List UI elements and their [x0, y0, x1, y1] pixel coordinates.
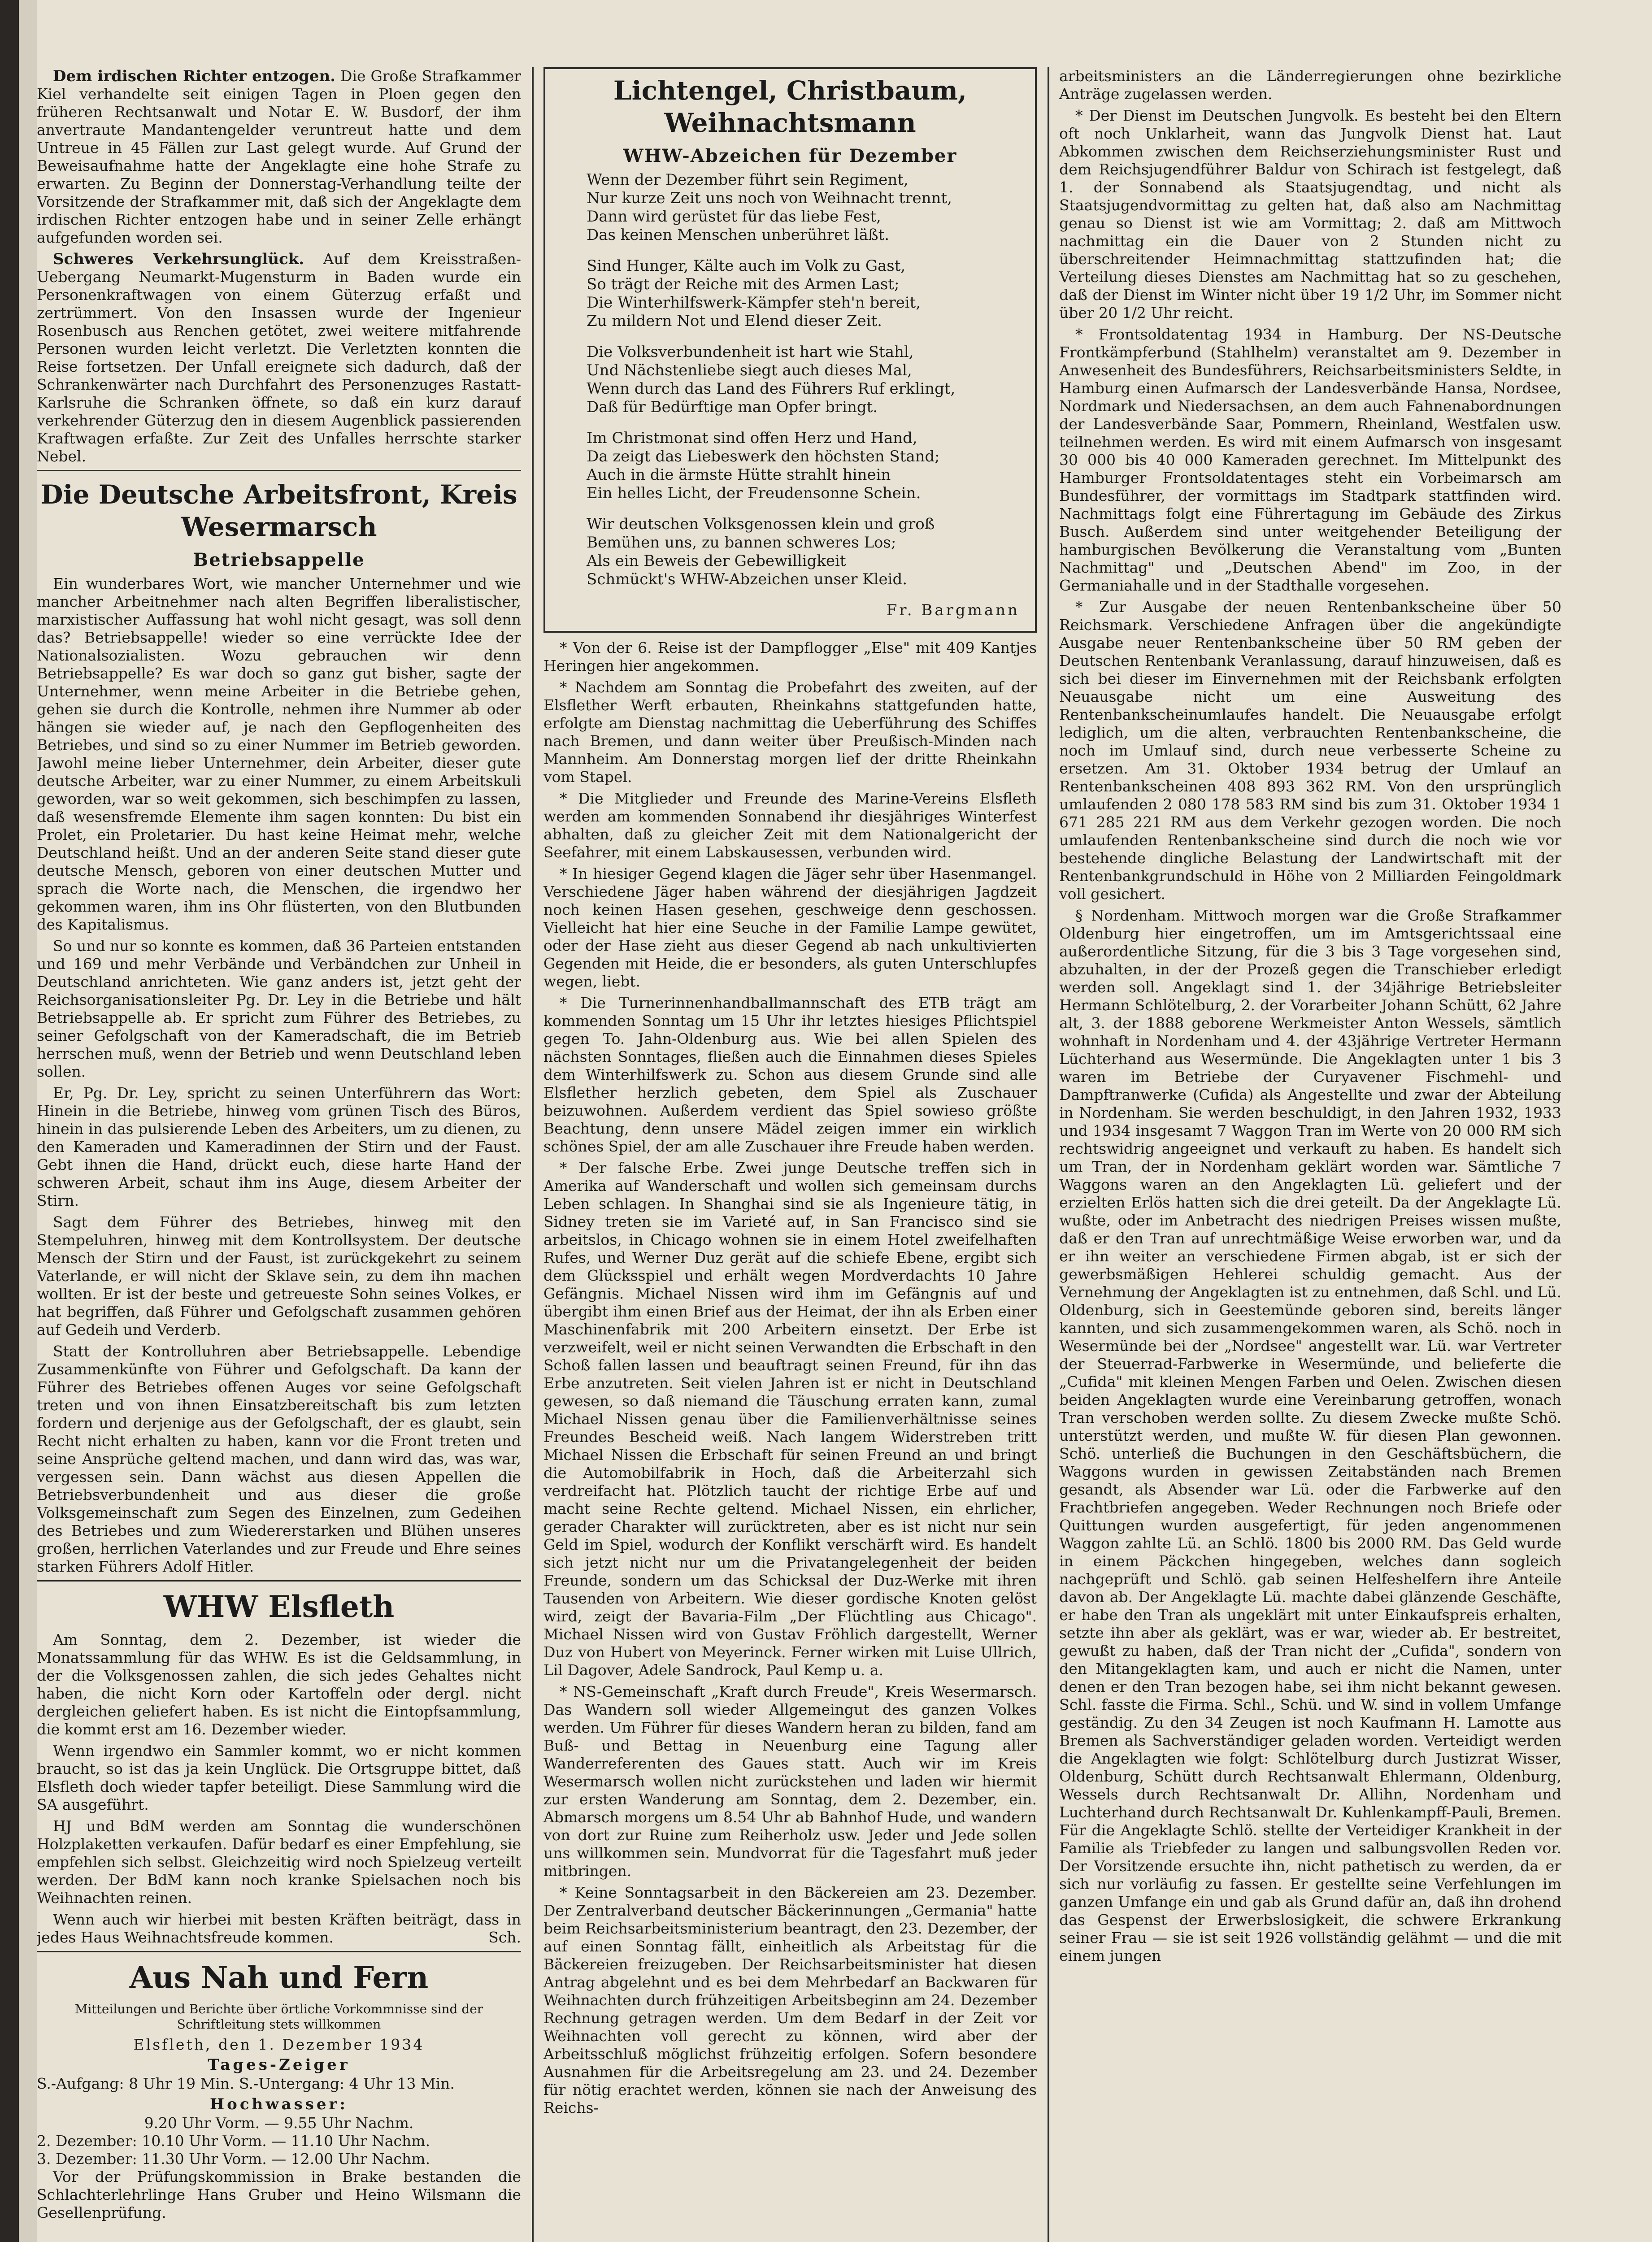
- divider: [37, 1580, 521, 1582]
- poem-line: Wenn der Dezember führt sein Regiment,: [587, 171, 909, 189]
- poem-line: Als ein Beweis der Gebewilligkeit: [587, 552, 846, 570]
- news-item: [37, 67, 521, 247]
- news-item: [37, 250, 521, 465]
- news-item-text: Auf dem Kreisstraßen-Uebergang Neumarkt-Mugensturm in Baden wurde ein Personenkraftwagen von einem Güterzug erfaßt und zertrümmert. Von den Insassen wurde der Ingenieur Rosenbusch aus Renchen getötet, zwei weitere mitfahrende Personen wurden leicht verletzt. Die Verletzten konnten die Reise fortsetzen. Der Unfall ereignete sich dadurch, daß der Schrankenwärter nach Durchfahrt des Personenzuges Rastatt-Karlsruhe die Schranken öffnete, so daß ein kurz darauf verkehrender Güterzug den in diesem Augenblick passierenden Kraftwagen erfaßte. Zur Zeit des Unfalles herrschte starker Nebel.: [37, 250, 521, 465]
- poem-box: [543, 67, 1037, 633]
- news-item: * Zur Ausgabe der neuen Rentenbankscheine über 50 Reichsmark. Verschiedene Anfragen über die angekündigte Ausgabe neuer Rentenbankscheine über 50 RM geben der Deutschen Rentenbank Veranlassung, darauf hinzuweisen, daß es sich bei dieser im Einvernehmen mit der Reichsbank erfolgten Neuausgabe nicht um eine Ausweitung des Rentenbankscheinumlaufes handelt. Die Neuausgabe erfolgt lediglich, um die alten, verbrauchten Rentenbankscheine, die noch im Umlauf sind, durch neue verbesserte Scheine zu ersetzen. Am 31. Oktober 1934 betrug der Umlauf an Rentenbankscheinen 408 893 362 RM. Von den ursprünglich umlaufenden 2 080 178 583 RM sind bis zum 31. Oktober 1934 1 671 285 221 RM aus dem Verkehr gezogen worden. Die noch umlaufenden Rentenbankscheine sind durch die noch wie vor bestehende dingliche Belastung der Landwirtschaft mit der Rentenbankgrundschuld in Höhe von 2 Milliarden Feingoldmark voll gesichert.: [1059, 598, 1561, 903]
- previous-page-edge: [19, 0, 37, 2242]
- news-item: * Keine Sonntagsarbeit in den Bäckereien am 23. Dezember. Der Zentralverband deutscher Bäckerinnungen „Germania" hatte beim Reichsarbeitsministerium beantragt, den 23. Dezember, der auf einen Sonntag fällt, einheitlich als Arbeitstag für die Bäckereien freizugeben. Der Reichsarbeitsminister hat diesen Antrag abgelehnt und es bei dem Mehrbedarf an Backwaren für Weihnachten durch frühzeitigen Arbeitsbeginn am 24. Dezember Rechnung getragen werden. Um dem Bedarf in der Zeit vor Weihnachten voll gerecht zu können, wird aber der Arbeitsschluß möglichst frühzeitig erfolgen. Sofern besondere Ausnahmen für die Arbeitsregelung am 23. und 24. Dezember für nötig erachtet werden, können sie nach der Anweisung des Reichs-: [543, 1884, 1037, 2116]
- whw-signature: Sch.: [488, 1929, 521, 1946]
- poem-line: Auch in die ärmste Hütte strahlt hinein: [587, 466, 891, 484]
- news-item: arbeitsministers an die Länderregierungen ohne bezirkliche Anträge zugelassen werden.: [1059, 67, 1561, 103]
- news-item-text: Die Große Strafkammer Kiel verhandelte seit einigen Tagen in Ploen gegen den früheren Rechtsanwalt und Notar E. W. Busdorf, der ihm anvertraute Mandantengelder veruntreut hatte und dem Untreue in 45 Fällen zur Last gelegt wurde. Auf Grund der Beweisaufnahme hatte der Angeklagte eine hohe Strafe zu erwarten. Zu Beginn der Donnerstag-Verhandlung teilte der Vorsitzende der Strafkammer mit, daß sich der Angeklagte dem irdischen Richter entzogen habe und in seiner Zelle erhängt aufgefunden worden sei.: [37, 67, 521, 246]
- news-item: * Nachdem am Sonntag die Probefahrt des zweiten, auf der Elsflether Werft erbauten, Rheinkahns stattgefunden hatte, erfolgte am Dienstag nachmittag die Ueberführung des Schiffes nach Bremen, und dann weiter über Preußisch-Minden nach Mannheim. Am Donnerstag morgen lief der dritte Rheinkahn vom Stapel.: [543, 678, 1037, 786]
- news-item-head: Dem irdischen Richter entzogen.: [53, 67, 336, 85]
- news-item: * Von der 6. Reise ist der Dampflogger „Else" mit 409 Kantjes Heringen hier angekommen.: [543, 639, 1037, 674]
- poem-line: Wir deutschen Volksgenossen klein und groß: [587, 515, 935, 533]
- poem-line: Und Nächstenliebe siegt auch dieses Mal,: [587, 361, 912, 379]
- poem-line: Das keinen Menschen unberühret läßt.: [587, 226, 890, 244]
- poem-title: Lichtengel, Christbaum, Weihnachtsmann: [613, 75, 967, 138]
- daf-paragraph: Ein wunderbares Wort, wie mancher Unternehmer und wie mancher Arbeitnehmer nach alten Begriffen liberalistischer, marxistischer Auffassung hat wohl nicht gesagt, was soll denn das? Betriebsappelle! wieder so eine verrückte Idee der Nationalsozialisten. Wozu gebrauchen wir denn Betriebsappelle? Es war doch so ganz gut bisher, sagte der Unternehmer, wenn meine Arbeiter in die Betriebe gehen, gehen sie durch die Kontrolle, nehmen ihre Nummer ab oder hängen sie wieder auf, je nach den Gepflogenheiten des Betriebes, und sind so zu einer Nummer im Betrieb geworden. Jawohl meine lieber Unternehmer, dein Arbeiter, dieser gute deutsche Arbeiter, war zu einer Nummer, zu einem Arbeitskuli geworden, war so weit gekommen, sich beschimpfen zu lassen, daß wesensfremde Elemente ihm sagen konnten: Du bist ein Prolet, ein Proletarier. Du hast keine Heimat mehr, welche Deutschland heißt. Und an der anderen Seite stand dieser gute deutsche Mensch, geboren von einer deutschen Mutter und sprach die Worte nach, die Menschen, die irgendwo her gekommen waren, ihm ins Ohr flüsterten, von den Blutbunden des Kapitalismus.: [37, 575, 521, 933]
- news-item: * Die Turnerinnenhandballmannschaft des ETB trägt am kommenden Sonntag um 15 Uhr ihr letztes hiesiges Pflichtspiel gegen To. Jahn-Oldenburg aus. Wie bei allen Spielen des nächsten Sonntages, fließen auch die Einnahmen dieses Spieles dem Winterhilfswerk zu. Schon aus diesem Grunde sind alle Elsflether herzlich gebeten, dem Spiel als Zuschauer beizuwohnen. Außerdem verdient das Spiel sowieso größte Beachtung, denn unsere Mädel zeigen immer ein wirklich schönes Spiel, der am alle Zuschauer ihre Freude haben werden.: [543, 994, 1037, 1155]
- poem-line: Daß für Bedürftige man Opfer bringt.: [587, 398, 878, 416]
- tageszeiger-title: Tages-Zeiger: [208, 2056, 350, 2074]
- hochwasser-title: Hochwasser:: [210, 2095, 348, 2113]
- poem-line: Bemühen uns, zu bannen schweres Los;: [587, 534, 896, 552]
- daf-paragraph: Er, Pg. Dr. Ley, spricht zu seinen Unterführern das Wort: Hinein in die Betriebe, hinweg vom grünen Tisch des Büros, hinein in das pulsierende Leben des Arbeiters, um zu dienen, zu den Kameraden und Kameradinnen der Stirn und der Faust. Gebt ihnen die Hand, drückt euch, diese harte Hand der schweren Arbeit, schaut ihm ins Auge, diesem Arbeiter der Stirn.: [37, 1084, 521, 1209]
- poem-line: Wenn durch das Land des Führers Ruf erklingt,: [587, 380, 956, 398]
- poem-line: Im Christmonat sind offen Herz und Hand,: [587, 429, 917, 447]
- dateline: Elsfleth, den 1. Dezember 1934: [133, 2036, 425, 2053]
- nah-fern-note: Mitteilungen und Berichte über örtliche Vorkommnisse sind der Schriftleitung stets willkommen: [74, 2002, 483, 2032]
- daf-paragraph: Sagt dem Führer des Betriebes, hinweg mit den Stempeluhren, hinweg mit dem Kontrollsystem. Der deutsche Mensch der Stirn und der Faust, ist zurückgekehrt zu seinem Vaterlande, er will nicht der Sklave sein, zu dem ihn machen wollten. Er ist der beste und getreueste Sohn seines Volkes, er hat begriffen, daß Führer und Gefolgschaft zusammen gehören auf Gedeih und Verderb.: [37, 1213, 521, 1338]
- poem-stanza: [587, 429, 1021, 503]
- news-item: * Der falsche Erbe. Zwei junge Deutsche treffen sich in Amerika auf Wanderschaft und wollen sich gemeinsam durchs Leben schlagen. In Shanghai sind sie als Ingenieure tätig, in Sidney treten sie im Varieté auf, in San Francisco sind sie arbeitslos, in Chicago wohnen sie in einem Hotel zweifelhaften Rufes, und Werner Duz gerät auf die schiefe Ebene, ergibt sich dem Glücksspiel und erhält wegen Mordverdachts 10 Jahre Gefängnis. Michael Nissen wird ihm im Gefängnis auf und übergibt ihm einen Brief aus der Heimat, der ihn als Erben einer Maschinenfabrik mit 200 Arbeitern einsetzt. Der Erbe ist verzweifelt, weil er nicht seinen Verwandten die Erbschaft in den Schoß fallen lassen und beauftragt seinen Freund, für ihn das Erbe anzutreten. Seit vielen Jahren ist er nicht in Deutschland gewesen, so daß niemand die Täuschung erraten kann, zumal Michael Nissen genau über die Familienverhältnisse seines Freundes Bescheid weiß. Nach langem Widerstreben tritt Michael Nissen die Erbschaft für seinen Freund an und bringt die Automobilfabrik in Hoch, daß die Arbeiterzahl sich verdreifacht hat. Plötzlich taucht der richtige Erbe auf und macht seine Rechte geltend. Michael Nissen, ein ehrlicher, gerader Charakter will zurücktreten, aber es ist nicht nur sein Geld im Spiel, wodurch der Konflikt verschärft wird. Es handelt sich jetzt nicht nur um die Privatangelegenheit der beiden Freunde, sondern um das Schicksal der Duz-Werke mit ihren Tausenden von Arbeitern. Wie dieser gordische Knoten gelöst wird, zeigt der Bavaria-Film „Der Flüchtling aus Chicago". Michael Nissen wird von Gustav Fröhlich dargestellt, Werner Duz von Hubert von Meyerinck. Ferner wirken mit Luise Ullrich, Lil Dagover, Adele Sandrock, Paul Kemp u. a.: [543, 1159, 1037, 1679]
- sun-times: S.-Aufgang: 8 Uhr 19 Min. S.-Untergang: 4 Uhr 13 Min.: [37, 2075, 455, 2092]
- news-item: Vor der Prüfungskommission in Brake bestanden die Schlachterlehrlinge Hans Gruber und Heino Wilsmann die Gesellenprüfung.: [37, 2168, 521, 2221]
- poem-line: Dann wird gerüstet für das liebe Fest,: [587, 208, 881, 226]
- poem-line: Schmückt's WHW-Abzeichen unser Kleid.: [587, 570, 908, 588]
- poem-line: Die Winterhilfswerk-Kämpfer steh'n bereit,: [587, 294, 921, 312]
- poem-subtitle: WHW-Abzeichen für Dezember: [623, 145, 957, 166]
- hochwasser-line: 9.20 Uhr Vorm. — 9.55 Uhr Nachm.: [144, 2114, 414, 2132]
- poem-stanza: [587, 515, 1021, 589]
- column-rule: [1048, 67, 1049, 2242]
- whw-title: WHW Elsfleth: [163, 1589, 395, 1624]
- whw-paragraph: HJ und BdM werden am Sonntag die wunderschönen Holzplaketten verkaufen. Dafür bedarf es einer Empfehlung, sie empfehlen sich selbst. Gleichzeitig wird noch Spielzeug verteilt werden. Der BdM kann noch kranke Spielsachen noch bis Weihnachten reinen.: [37, 1817, 521, 1907]
- column-rule: [532, 67, 534, 2242]
- poem-line: Zu mildern Not und Elend dieser Zeit.: [587, 312, 882, 330]
- news-item: * Frontsoldatentag 1934 in Hamburg. Der NS-Deutsche Frontkämpferbund (Stahlhelm) veranstaltet am 9. Dezember in Anwesenheit des Bundesführers, Reichsarbeitsministers Seldte, in Hamburg einen Aufmarsch der Landesverbände Hansa, Nordsee, Nordmark und Niedersachsen, an dem auch Fahnenabordnungen der Landesverbände Saar, Pommern, Rheinland, Westfalen usw. teilnehmen werden. Es wird mit einem Aufmarsch von insgesamt 30 000 bis 40 000 Kameraden gerechnet. Im Mittelpunkt des Hamburger Frontsoldatentages steht ein Vorbeimarsch am Bundesführer, der vormittags im Stadtpark stattfinden wird. Nachmittags folgt eine Führertagung im Gebäude des Zirkus Busch. Außerdem sind unter weitgehender Beteiligung der hamburgischen Bevölkerung die Veranstaltung vom „Bunten Nachmittag" und „Deutschen Abend" im Zoo, in der Germaniahalle und in der Stadthalle vorgesehen.: [1059, 326, 1561, 594]
- hochwasser-line: 3. Dezember: 11.30 Uhr Vorm. — 12.00 Uhr Nachm.: [37, 2150, 430, 2168]
- poem-stanza: [587, 257, 1021, 330]
- column-right: [1059, 67, 1561, 2242]
- news-item: § Nordenham. Mittwoch morgen war die Große Strafkammer Oldenburg hier eingetroffen, um im Amtsgerichtssaal eine außerordentliche Sitzung, für die 3 bis 3 Tage vorgesehen sind, abzuhalten, in der der Prozeß gegen die Transchieber erledigt werden soll. Angeklagt sind 1. der 34jährige Betriebsleiter Hermann Schlötelburg, 2. der Vorarbeiter Johann Schütt, 62 Jahre alt, 3. der 1888 geborene Werkmeister Anton Wessels, sämtlich wohnhaft in Nordenham und 4. der 43jährige Vertreter Hermann Lüchterhand aus Wesermünde. Die Angeklagten unter 1 bis 3 waren im Betriebe der Curyavener Fischmehl- und Dampftranwerke (Cufida) als Angestellte und zwar der Abteilung in Nordenham. Sie werden beschuldigt, in den Jahren 1932, 1933 und 1934 insgesamt 7 Waggon Tran im Werte von 20 000 RM sich rechtswidrig angeeignet und verkauft zu haben. Es handelt sich um Tran, der in Nordenham geklärt worden war. Sämtliche 7 Waggons waren an den Angeklagten Lü. geliefert und der erzielten Erlös hatten sich die drei geteilt. Da der Angeklagte Lü. wußte, oder im Anbetracht des niedrigen Preises wissen mußte, daß er den Tran auf unrechtmäßige Weise erworben war, und da er ihn weiter an verschiedene Firmen abgab, ist er sich der gewerbsmäßigen Hehlerei schuldig gemacht. Aus der Vernehmung der Angeklagten ist zu entnehmen, daß Schl. und Lü. Oldenburg, sich in Geestemünde geboren sind, bereits länger kannten, und sich zusammengekommen waren, als Schö. noch in Wesermünde bei der „Nordsee" angestellt war. Lü. war Vertreter der Steuerrad-Farbwerke in Wesermünde, und belieferte die „Cufida" mit kleinen Mengen Farben und Oelen. Zwischen diesen beiden Angeklagten wurde eine Vereinbarung getroffen, wonach Tran verschoben werden sollte. Zu diesem Zwecke mußte Schö. unterstützt werden, und mußte W. für diesen Plan gewonnen. Schö. unterließ die Buchungen in den Geschäftsbüchern, die Waggons wurden in gewissen Zeitabständen nach Bremen gesandt, als Absender war Lü. oder die Farbwerke auf den Frachtbriefen angegeben. Weder Rechnungen noch Briefe oder Quittungen wurden ausgefertigt, für jeden angenommenen Waggon zahlte Lü. an Schlö. 1800 bis 2000 RM. Das Geld wurde in einem Päckchen hingegeben, welches dann sogleich nachgeprüft und Schlö. gab seinen Helfeshelfern ihre Anteile davon ab. Der Angeklagte Lü. machte dabei glänzende Geschäfte, er habe den Tran als ungeklärt mit unter Einkaufspreis erhalten, setzte ihn aber als geklärt, was er war, wieder ab. Er bestreitet, gewußt zu haben, daß der Tran nicht der „Cufida", sondern von den Mitangeklagten kam, und auch er nicht die Namen, unter denen er den Tran bezogen habe, sei ihm nicht bekannt gewesen. Schl. fasste die Firma. Schl., Schü. und W. sind in vollem Umfange geständig. Zu den 34 Zeugen ist noch Kaufmann H. Lamotte aus Bremen als Sachverständiger geladen worden. Verteidigt werden die Angeklagten wie folgt: Schlötelburg durch Justizrat Wisser, Oldenburg, Schütt durch Rechtsanwalt Ehlermann, Oldenburg, Wessels durch Rechtsanwalt Dr. Allihn, Nordenham und Luchterhand durch Rechtsanwalt Dr. Kuhlenkampff-Pauli, Bremen. Für die Angeklagte Schlö. stellte der Verteidiger Krankheit in der Familie als Triebfeder zu langen und salbungsvollen Reden vor. Der Vorsitzende ersuchte ihn, nicht pathetisch zu werden, da er sich nur vorläufig zu fassen. Er gestellte seine Verfehlungen im ganzen Umfange ein und gab als Grund dafür an, daß ihn drohend das Gespenst der Erwerbslosigkeit, die schwere Erkrankung seiner Frau — sie ist seit 1926 vollständig gelähmt — und die mit einem jungen: [1059, 907, 1561, 1964]
- poem-stanza: [587, 343, 1021, 417]
- poem-body: [555, 171, 1025, 589]
- column-left: [37, 67, 521, 2242]
- divider: [37, 470, 521, 471]
- poem-stanza: [587, 171, 1021, 244]
- daf-title: Die Deutsche Arbeitsfront, Kreis Wesermarsch: [40, 479, 517, 542]
- news-item: * Der Dienst im Deutschen Jungvolk. Es besteht bei den Eltern oft noch Unklarheit, wann das Jungvolk Dienst hat. Laut Abkommen zwischen dem Reichserziehungsminister Rust und dem Reichsjugendführer Baldur von Schirach ist festgelegt, daß 1. der Sonnabend als Staatsjugendtag, und nicht als Staatsjugendvormittag zu gelten hat, daß also am Nachmittag genau so Dienst ist wie am Vormittag; 2. daß am Mittwoch nachmittag ein die Dauer von 2 Stunden nicht zu überschreitender Heimnachmittag stattzufinden hat; die Verteilung dieses Dienstes am Nachmittag hat so zu geschehen, daß der Dienst im Winter nicht über 19 1/2 Uhr, im Sommer nicht über 20 1/2 Uhr reicht.: [1059, 107, 1561, 322]
- column-middle: [543, 67, 1037, 2242]
- news-item-head: Schweres Verkehrsunglück.: [53, 250, 304, 268]
- daf-paragraph: Statt der Kontrolluhren aber Betriebsappelle. Lebendige Zusammenkünfte von Führer und Gefolgschaft. Da kann der Führer des Betriebes offenen Auges vor seine Gefolgschaft treten und von ihnen Einsatzbereitschaft bis zum letzten fordern und derjenige aus der Gefolgschaft, der es glaubt, sein Recht nicht erhalten zu haben, kann vor die Front treten und seine Ansprüche geltend machen, und dann wird das, was war, vergessen sein. Dann wächst aus diesen Appellen die Betriebsverbundenheit und aus dieser die große Volksgemeinschaft zum Segen des Einzelnen, zum Gedeihen des Betriebes und zum Wiedererstarken und Blühen unseres großen, herrlichen Vaterlandes und zur Freude und Ehre seines starken Führers Adolf Hitler.: [37, 1343, 521, 1575]
- whw-paragraph: Am Sonntag, dem 2. Dezember, ist wieder die Monatssammlung für das WHW. Es ist die Geldsammlung, in der die Volksgenossen zahlen, die sich jedes Gehaltes nicht haben, die nicht Korn oder Kartoffeln oder dergl. nicht dergleichen geliefert haben. Es ist nicht die Eintopfsammlung, die kommt erst am 16. Dezember wieder.: [37, 1631, 521, 1738]
- news-item: * NS-Gemeinschaft „Kraft durch Freude", Kreis Wesermarsch. Das Wandern soll wieder Allgemeingut des ganzen Volkes werden. Um Führer für dieses Wandern heran zu bilden, fand am Buß- und Bettag in Neuenburg eine Tagung aller Wanderreferenten des Gaues statt. Auch wir im Kreis Wesermarsch wollen nicht zurückstehen und laden wir hiermit zur ersten Wanderung am Sonntag, dem 2. Dezember, ein. Abmarsch morgens um 8.54 Uhr ab Bahnhof Hude, und wandern von dort zur Ruine zum Reiherholz usw. Jeder und Jede sollen uns willkommen sein. Mundvorrat für die Tagesfahrt muß jeder mitbringen.: [543, 1683, 1037, 1880]
- poem-line: Die Volksverbundenheit ist hart wie Stahl,: [587, 343, 914, 361]
- poem-line: Da zeigt das Liebeswerk den höchsten Stand;: [587, 448, 940, 465]
- poem-line: Ein helles Licht, der Freudensonne Schein.: [587, 484, 921, 502]
- scan-gutter: [0, 0, 19, 2242]
- news-item: * In hiesiger Gegend klagen die Jäger sehr über Hasenmangel. Verschiedene Jäger haben während der diesjährigen Jagdzeit noch keinen Hasen gesehen, geschweige denn geschossen. Vielleicht hat hier eine Seuche in der Familie Lampe gewütet, oder der Hase zieht aus dieser Gegend ab nach unkultivierten Gegenden mit Heide, die er besonders, als guten Unterschlupfes wegen, liebt.: [543, 865, 1037, 990]
- nah-fern-title: Aus Nah und Fern: [129, 1960, 429, 1995]
- poem-author: Fr. Bargmann: [886, 601, 1020, 619]
- whw-paragraph-text: Wenn auch wir hierbei mit besten Kräften beiträgt, dass in jedes Haus Weihnachtsfreude kommen.: [37, 1911, 521, 1946]
- divider: [37, 1951, 521, 1952]
- poem-line: Nur kurze Zeit uns noch von Weihnacht trennt,: [587, 189, 952, 207]
- daf-subtitle: Betriebsappelle: [193, 549, 365, 570]
- daf-paragraph: So und nur so konnte es kommen, daß 36 Parteien entstanden und 169 und mehr Verbände und Verbändchen zur Unheil in Deutschland anrichteten. Wie ganz anders ist, jetzt geht der Reichsorganisationsleiter Pg. Dr. Ley in die Betriebe und hält Betriebsappelle ab. Er spricht zum Führer des Betriebes, zu seiner Gefolgschaft von der Kameradschaft, die im Betrieb herrschen muß, wenn der Betrieb und wenn Deutschland leben sollen.: [37, 937, 521, 1080]
- news-item: * Die Mitglieder und Freunde des Marine-Vereins Elsfleth werden am kommenden Sonnabend ihr diesjähriges Winterfest abhalten, daß zu gleicher Zeit mit dem Nationalgericht der Seefahrer, mit einem Labskausessen, verbunden wird.: [543, 790, 1037, 861]
- poem-line: Sind Hunger, Kälte auch im Volk zu Gast,: [587, 257, 906, 275]
- whw-paragraph: Wenn irgendwo ein Sammler kommt, wo er nicht kommen braucht, so ist das ja kein Unglück. Die Ortsgruppe bittet, daß Elsfleth doch wieder tapfer beteiligt. Diese Sammlung wird die SA ausgeführt.: [37, 1742, 521, 1813]
- hochwasser-line: 2. Dezember: 10.10 Uhr Vorm. — 11.10 Uhr Nachm.: [37, 2132, 430, 2150]
- newspaper-page: [37, 67, 1624, 2242]
- poem-line: So trägt der Reiche mit des Armen Last;: [587, 275, 900, 293]
- whw-paragraph: [37, 1911, 521, 1947]
